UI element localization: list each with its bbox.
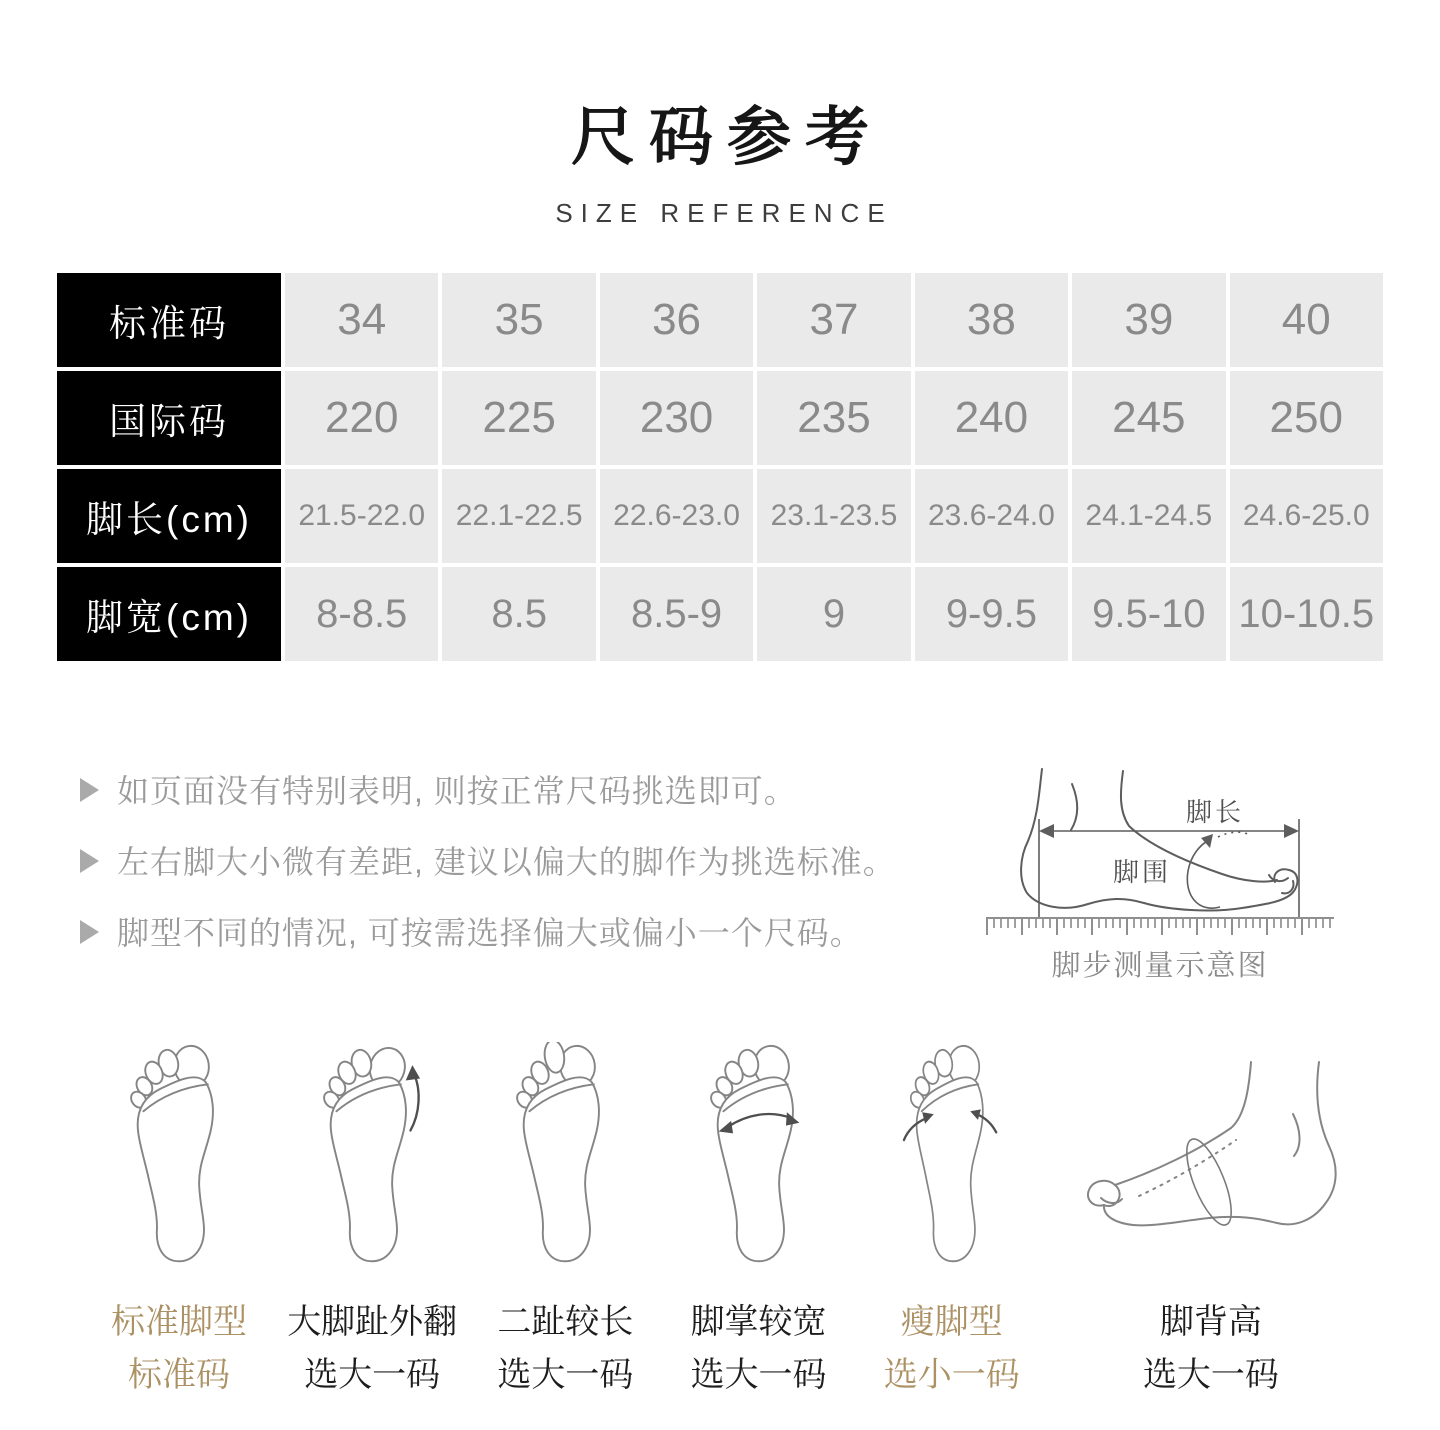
foot-type-line1: 标准脚型	[111, 1303, 247, 1341]
note-text: 如页面没有特别表明, 则按正常尺码挑选即可。	[117, 773, 797, 809]
foot-type-wide	[674, 1038, 844, 1402]
size-table-row-label: 国际码	[57, 371, 281, 465]
size-table-cell: 22.1-22.5	[442, 469, 595, 563]
table-row	[57, 273, 1383, 367]
size-table-cell: 230	[600, 371, 753, 465]
foot-type-caption	[287, 1296, 457, 1402]
measure-diagram-caption: 脚步测量示意图	[1051, 950, 1269, 982]
notes-and-diagram-section	[0, 765, 1440, 984]
foot-measurement-diagram	[982, 731, 1406, 983]
foot-type-caption	[884, 1296, 1020, 1402]
foot-length-label: 脚长	[1185, 797, 1245, 827]
size-table-cell: 8.5	[442, 567, 595, 661]
size-table-cell: 38	[915, 273, 1068, 367]
table-row	[57, 469, 1383, 563]
foot-type-line2: 选小一码	[883, 1356, 1020, 1394]
foot-type-line2: 选大一码	[690, 1356, 827, 1394]
foot-type-caption	[111, 1296, 247, 1402]
size-table-cell: 24.1-24.5	[1072, 469, 1225, 563]
triangle-right-icon	[80, 778, 99, 802]
foot-type-narrow	[867, 1038, 1037, 1402]
foot-type-line2: 标准码	[128, 1356, 230, 1394]
size-table-cell: 36	[600, 273, 753, 367]
size-table-cell: 21.5-22.0	[285, 469, 438, 563]
foot-type-caption	[1143, 1296, 1279, 1402]
foot-type-line2: 选大一码	[1142, 1356, 1279, 1394]
list-item	[80, 913, 982, 953]
size-table-cell: 10-10.5	[1230, 567, 1383, 661]
foot-side-measure-icon	[982, 731, 1402, 926]
table-row	[57, 567, 1383, 661]
size-table-cell: 9.5-10	[1072, 567, 1225, 661]
size-table-cell: 24.6-25.0	[1230, 469, 1383, 563]
page-title: 尺码参考	[571, 101, 883, 173]
foot-sole-standard-icon	[129, 1038, 229, 1268]
foot-sole-narrow-icon	[902, 1038, 1002, 1268]
foot-type-line1: 二趾较长	[497, 1303, 634, 1341]
size-table-cell: 35	[442, 273, 595, 367]
size-table-cell: 22.6-23.0	[600, 469, 753, 563]
size-table-cell: 9-9.5	[915, 567, 1068, 661]
size-table-cell: 9	[757, 567, 910, 661]
size-table-cell: 220	[285, 371, 438, 465]
size-table-cell: 225	[442, 371, 595, 465]
foot-type-line2: 选大一码	[304, 1356, 441, 1394]
size-table-cell: 39	[1072, 273, 1225, 367]
size-table-cell: 23.1-23.5	[757, 469, 910, 563]
size-table-cell: 34	[285, 273, 438, 367]
size-table-cell: 250	[1230, 371, 1383, 465]
foot-type-standard	[94, 1038, 264, 1402]
ruler-icon	[986, 917, 1334, 937]
foot-sole-long-second-toe-icon	[515, 1038, 615, 1268]
size-table-cell: 40	[1230, 273, 1383, 367]
triangle-right-icon	[80, 849, 99, 873]
fit-notes-list	[80, 765, 982, 984]
list-item	[80, 842, 982, 882]
size-table-cell: 235	[757, 371, 910, 465]
foot-type-high-instep	[1060, 1038, 1362, 1402]
size-reference-table	[53, 269, 1387, 665]
page-subtitle: SIZE REFERENCE	[555, 198, 893, 228]
foot-sole-bunion-icon	[322, 1038, 422, 1268]
size-table-cell: 245	[1072, 371, 1225, 465]
size-table-cell: 8-8.5	[285, 567, 438, 661]
foot-type-caption	[691, 1296, 827, 1402]
foot-types-section	[0, 1038, 1440, 1402]
size-table-cell: 23.6-24.0	[915, 469, 1068, 563]
foot-type-bunion	[287, 1038, 457, 1402]
size-table-row-label: 标准码	[57, 273, 281, 367]
foot-type-line1: 瘦脚型	[900, 1303, 1003, 1341]
foot-type-line2: 选大一码	[497, 1356, 634, 1394]
size-table-row-label: 脚长(cm)	[57, 469, 281, 563]
foot-side-high-instep-icon	[1061, 1038, 1361, 1268]
foot-girth-label: 脚围	[1112, 857, 1172, 887]
foot-sole-wide-icon	[709, 1038, 809, 1268]
foot-type-caption	[497, 1296, 633, 1402]
foot-type-line1: 大脚趾外翻	[287, 1303, 458, 1341]
foot-type-long-second-toe	[480, 1038, 650, 1402]
table-row	[57, 371, 1383, 465]
list-item	[80, 771, 982, 811]
note-text: 脚型不同的情况, 可按需选择偏大或偏小一个尺码。	[117, 915, 863, 951]
foot-type-line1: 脚掌较宽	[690, 1303, 827, 1341]
size-table-cell: 8.5-9	[600, 567, 753, 661]
triangle-right-icon	[80, 920, 99, 944]
size-table-row-label: 脚宽(cm)	[57, 567, 281, 661]
note-text: 左右脚大小微有差距, 建议以偏大的脚作为挑选标准。	[117, 844, 896, 880]
foot-type-line1: 脚背高	[1159, 1303, 1262, 1341]
size-table-cell: 240	[915, 371, 1068, 465]
size-table-cell: 37	[757, 273, 910, 367]
